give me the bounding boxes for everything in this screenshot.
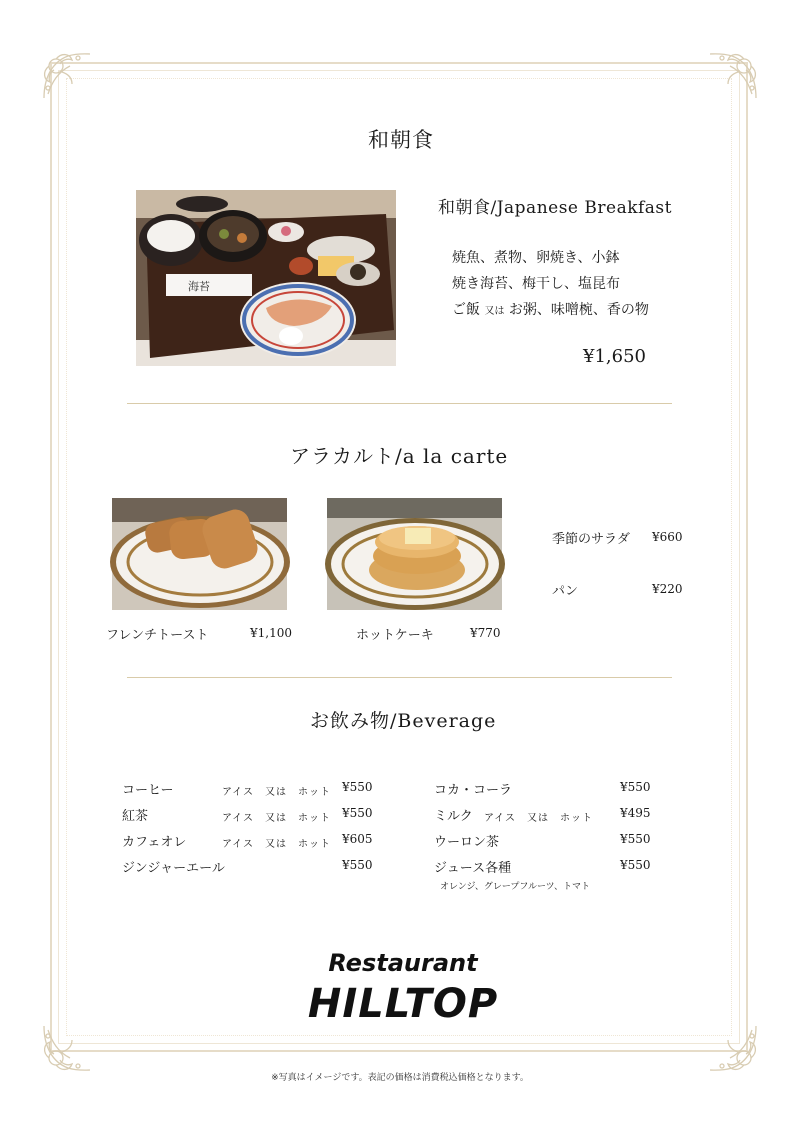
ornate-corner-icon <box>38 1020 94 1076</box>
logo-line1: Restaurant <box>328 949 478 977</box>
restaurant-logo <box>307 945 499 1027</box>
beverage-name: ウーロン茶 <box>434 835 500 850</box>
beverage-name: 紅茶 <box>122 809 149 824</box>
beverage-price: ¥550 <box>342 806 373 820</box>
japanese-breakfast-photo <box>136 190 396 366</box>
or-text: 又は <box>484 306 505 317</box>
bread-price: ¥220 <box>652 582 683 596</box>
beverage-option: アイス 又は ホット <box>222 787 331 798</box>
logo-line2: HILLTOP <box>307 981 499 1027</box>
section-title-japanese: 和朝食 <box>368 128 434 152</box>
beverage-price: ¥605 <box>342 832 373 846</box>
japanese-breakfast-name: 和朝食/Japanese Breakfast <box>438 198 672 218</box>
beverage-price: ¥550 <box>620 832 651 846</box>
porridge-text: お粥、味噌椀、香の物 <box>508 302 649 318</box>
beverage-name: ジンジャーエール <box>122 861 225 876</box>
beverage-price: ¥495 <box>620 806 651 820</box>
ornate-corner-icon <box>38 48 94 104</box>
rice-text: ご飯 <box>452 302 480 318</box>
section-title-alacarte: アラカルト/a la carte <box>290 444 509 468</box>
juice-variety-note: オレンジ、グレープフルーツ、トマト <box>440 882 591 892</box>
beverage-name: ジュース各種 <box>434 861 512 876</box>
french-toast-price: ¥1,100 <box>250 626 292 640</box>
beverage-price: ¥550 <box>342 858 373 872</box>
section-title-beverage: お飲み物/Beverage <box>310 710 497 732</box>
salad-price: ¥660 <box>652 530 683 544</box>
hotcake-price: ¥770 <box>470 626 501 640</box>
japanese-breakfast-line2: 焼き海苔、梅干し、塩昆布 <box>452 276 620 292</box>
french-toast-name: フレンチトースト <box>106 628 209 643</box>
ornate-corner-icon <box>706 1020 762 1076</box>
beverage-price: ¥550 <box>620 858 651 872</box>
beverage-price: ¥550 <box>342 780 373 794</box>
divider <box>127 403 672 404</box>
divider <box>127 677 672 678</box>
japanese-breakfast-line3 <box>452 299 649 319</box>
beverage-name: コーヒー <box>122 783 174 798</box>
ornate-corner-icon <box>706 48 762 104</box>
french-toast-photo <box>112 498 287 610</box>
hotcake-photo <box>327 498 502 610</box>
japanese-breakfast-line1: 焼魚、煮物、卵焼き、小鉢 <box>452 250 620 266</box>
beverage-name: カフェオレ <box>122 835 187 850</box>
japanese-breakfast-price: ¥1,650 <box>583 346 646 367</box>
footnote: ※写真はイメージです。表記の価格は消費税込価格となります。 <box>271 1073 529 1083</box>
salad-name: 季節のサラダ <box>552 532 630 547</box>
bread-name: パン <box>552 584 579 599</box>
tray-label-text: 海苔 <box>188 280 210 293</box>
beverage-name: ミルク <box>434 809 473 824</box>
beverage-name: コカ・コーラ <box>434 783 513 798</box>
hotcake-name: ホットケーキ <box>356 628 434 643</box>
beverage-option: アイス 又は ホット <box>222 839 331 850</box>
beverage-option: アイス 又は ホット <box>222 813 331 824</box>
beverage-price: ¥550 <box>620 780 651 794</box>
beverage-option: アイス 又は ホット <box>484 813 593 824</box>
